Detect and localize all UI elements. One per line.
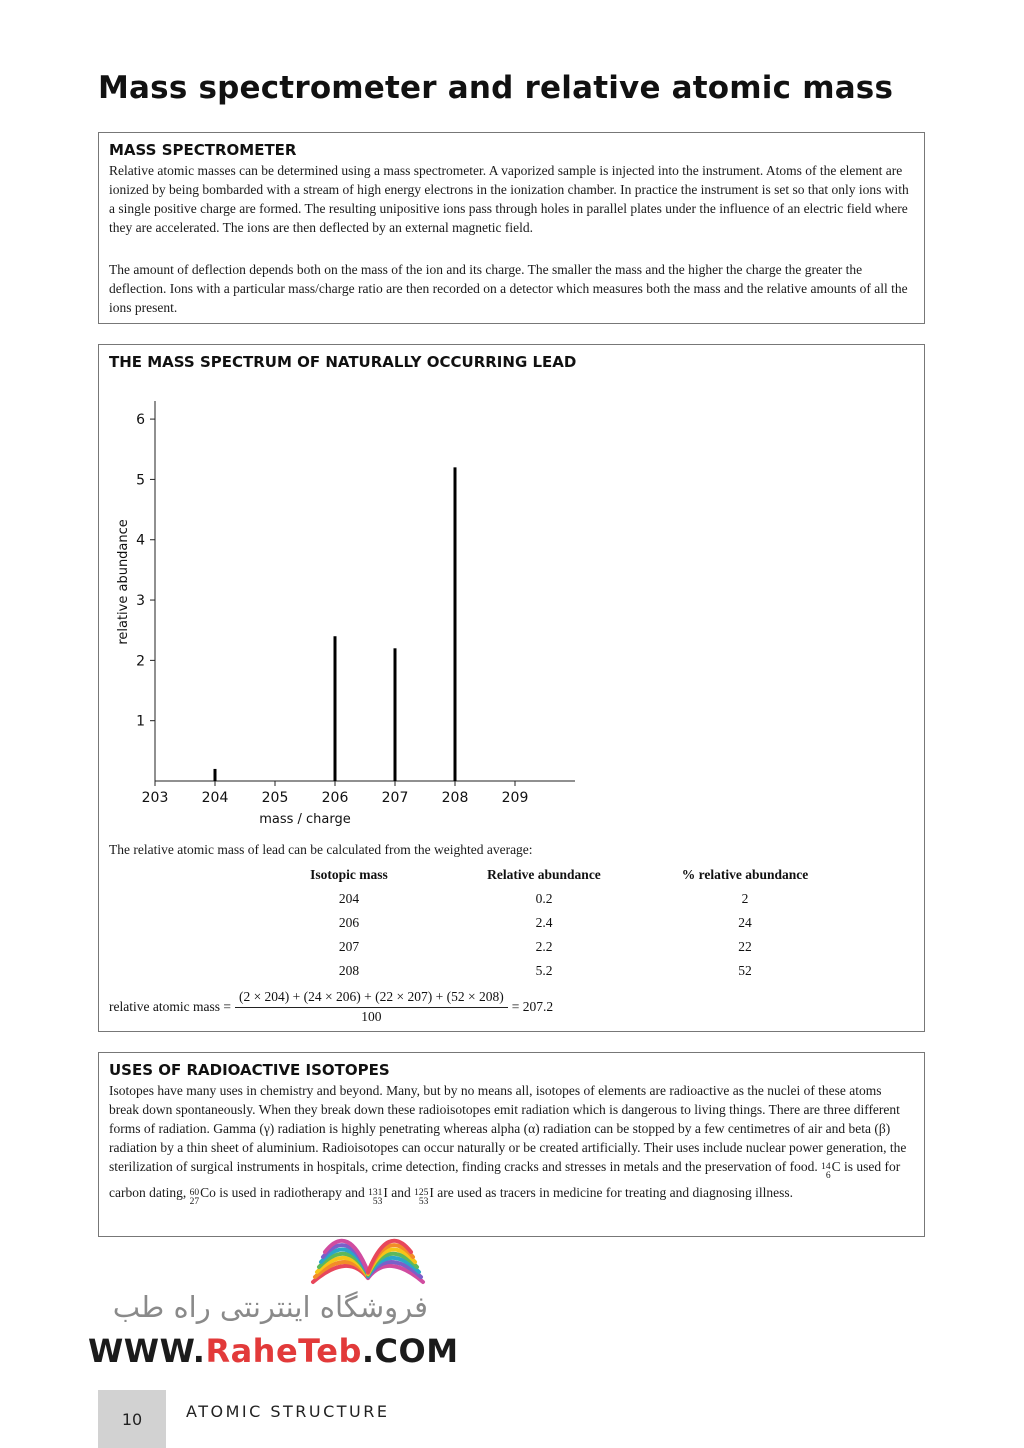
spectrum-bar [454, 467, 457, 781]
element-symbol: Co [200, 1185, 216, 1200]
paragraph-text: Isotopes have many uses in chemistry and beyond. Many, but by no means all, isotopes of elements are radioactive as the nuclei of these atoms break down spontaneously. When they break down these radioisotopes emit radiation which is dangerous to living things. There are three different forms of radiation. Gamma (γ) radiation is highly penetrating whereas alpha (α) radiation can be stopped by a few centimetres of air and beta (β) radiation by a thin sheet of aluminium. Radioisotopes can occur naturally or be created artificially. Their uses include nuclear power generation, the sterilization of surgical instruments in hospitals, crime detection, finding cracks and stresses in metals and the preservation of food. [109, 1083, 907, 1174]
mass-number: 14 [821, 1162, 831, 1172]
y-tick-label: 3 [136, 593, 145, 610]
table-cell: 206 [338, 915, 360, 930]
lead-spectrum-box [98, 344, 925, 1032]
table-cell: 5.2 [535, 963, 553, 978]
book-logo-icon [308, 1232, 428, 1292]
table-cell: 52 [738, 963, 752, 978]
table-cell: 2 [741, 891, 749, 906]
y-axis-title: relative abundance [116, 519, 131, 645]
mass-number: 60 [189, 1188, 200, 1198]
y-tick-label: 4 [136, 532, 145, 549]
spectrum-bar [214, 769, 217, 781]
mass-spectrum-chart [109, 375, 589, 835]
paragraph-text: is used in radiotherapy and [215, 1185, 369, 1200]
table-row [249, 887, 851, 911]
y-tick-label: 6 [136, 412, 145, 429]
x-tick-label: 209 [501, 790, 529, 806]
x-tick-label: 205 [261, 790, 289, 806]
table-cell: 0.2 [535, 891, 553, 906]
page-number: 10 [98, 1390, 166, 1448]
isotope-iodine-125 [414, 1183, 434, 1209]
formula-label: relative atomic mass = [109, 999, 231, 1014]
url-prefix: WWW. [88, 1332, 206, 1370]
atomic-number: 53 [418, 1197, 429, 1207]
isotope-table [249, 863, 851, 983]
isotope-carbon-14 [821, 1157, 841, 1183]
intro-text: The relative atomic mass of lead can be calculated from the weighted average: [109, 842, 533, 857]
spectrum-bar [334, 636, 337, 781]
body-paragraph: Relative atomic masses can be determined using a mass spectrometer. A vaporized sample is injected into the instrument. Atoms of the element are ionized by being bombarded with a stream of high energy electrons in the ionization chamber. In practice the instrument is set so that only ions with a single positive charge are formed. The resulting unipositive ions pass through holes in parallel plates under the influence of an electric field where they are accelerated. The ions are then deflected by an external magnetic field. [109, 163, 909, 235]
formula-result: = 207.2 [511, 999, 554, 1014]
formula-denominator: 100 [361, 1009, 382, 1024]
mass-number: 125 [414, 1188, 429, 1198]
section-heading: THE MASS SPECTRUM OF NATURALLY OCCURRING LEAD [109, 353, 577, 371]
paragraph-text: and [387, 1185, 415, 1200]
y-tick-label: 1 [136, 713, 145, 730]
x-tick-label: 203 [141, 790, 169, 806]
y-tick-label: 5 [136, 472, 145, 489]
atomic-number: 6 [825, 1171, 831, 1181]
body-paragraph: The amount of deflection depends both on the mass of the ion and its charge. The smaller the mass and the higher the charge the greater the deflection. Ions with a particular mass/charge ratio are then recorded on a detector which measures both the mass and the relative amounts of all the ions present. [109, 262, 908, 315]
relative-mass-formula [109, 989, 553, 1025]
x-tick-label: 208 [441, 790, 469, 806]
watermark-arabic-text: فروشگاه اینترنتی راه طب [112, 1290, 428, 1324]
section-label: ATOMIC STRUCTURE [186, 1402, 390, 1421]
isotope-cobalt-60 [190, 1183, 216, 1209]
element-symbol: I [429, 1185, 434, 1200]
x-tick-label: 207 [381, 790, 409, 806]
table-cell: 204 [338, 891, 360, 906]
table-row [249, 935, 851, 959]
url-suffix: .COM [361, 1332, 459, 1370]
section-heading: MASS SPECTROMETER [109, 141, 297, 159]
table-cell: 208 [338, 963, 360, 978]
atomic-number: 27 [189, 1197, 200, 1207]
table-cell: 207 [338, 939, 360, 954]
spectrum-bar [394, 648, 397, 781]
watermark-url [88, 1332, 459, 1370]
x-tick-label: 204 [201, 790, 229, 806]
y-tick-label: 2 [136, 653, 145, 670]
section-heading: USES OF RADIOACTIVE ISOTOPES [109, 1061, 390, 1079]
x-tick-label: 206 [321, 790, 349, 806]
body-paragraph [109, 1081, 909, 1209]
table-cell: 2.2 [535, 939, 553, 954]
table-cell: 2.4 [535, 915, 553, 930]
paragraph-text: is used for carbon dating, [109, 1159, 901, 1200]
page-title: Mass spectrometer and relative atomic mass [98, 70, 894, 106]
table-cell: 24 [738, 915, 752, 930]
element-symbol: I [383, 1185, 388, 1200]
table-header-row [249, 863, 851, 887]
table-row [249, 911, 851, 935]
table-row [249, 959, 851, 983]
element-symbol: C [831, 1159, 841, 1174]
paragraph-text: are used as tracers in medicine for treating and diagnosing illness. [433, 1185, 793, 1200]
formula-fraction [235, 989, 508, 1025]
atomic-number: 53 [372, 1197, 383, 1207]
url-brand: RaheTeb [205, 1332, 362, 1370]
isotope-iodine-131 [368, 1183, 388, 1209]
mass-spectrometer-box [98, 132, 925, 324]
table-cell: 22 [738, 939, 752, 954]
column-header: Relative abundance [487, 867, 601, 882]
radioactive-isotopes-box [98, 1052, 925, 1237]
mass-number: 131 [368, 1188, 383, 1198]
column-header: % relative abundance [681, 867, 809, 882]
x-axis-title: mass / charge [259, 812, 351, 827]
column-header: Isotopic mass [310, 867, 388, 882]
formula-numerator: (2 × 204) + (24 × 206) + (22 × 207) + (52 × 208) [235, 989, 508, 1008]
